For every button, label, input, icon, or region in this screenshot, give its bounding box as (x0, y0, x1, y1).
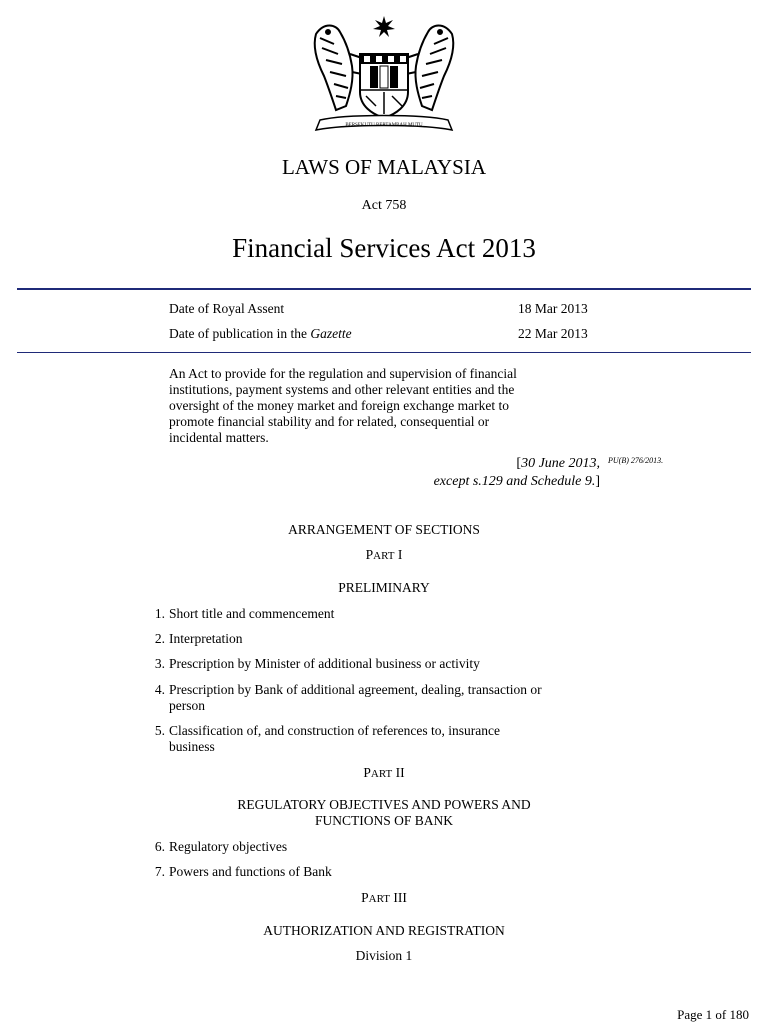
preamble-line: An Act to provide for the regulation and supervision of financial (169, 366, 517, 381)
preamble-line: promote financial stability and for related, consequential or (169, 414, 490, 429)
part-heading: PART II (363, 765, 405, 780)
section-number: 4. (154, 682, 165, 697)
part-title: AUTHORIZATION AND REGISTRATION (263, 923, 505, 938)
left-tiger-icon (315, 26, 362, 111)
part-heading: PART III (361, 890, 407, 905)
malaysia-coat-of-arms-icon (306, 14, 462, 138)
laws-title: LAWS OF MALAYSIA (281, 155, 487, 179)
division-heading: Division 1 (355, 948, 413, 963)
section-title: Powers and functions of Bank (169, 864, 332, 879)
right-tiger-icon (406, 26, 453, 111)
section-number: 5. (154, 723, 165, 738)
section-number: 3. (154, 656, 165, 671)
crest-motto: BERSEKUTU BERTAMBAH MUTU (345, 123, 423, 128)
preamble-line: incidental matters. (169, 430, 269, 445)
royal-assent-label: Date of Royal Assent (169, 301, 285, 316)
arrangement-heading: ARRANGEMENT OF SECTIONS (288, 522, 480, 537)
motto-scroll (316, 116, 452, 131)
act-number: Act 758 (361, 198, 407, 213)
section-title: Prescription by Bank of additional agreement, dealing, transaction or person (169, 682, 542, 713)
publication-date: 22 Mar 2013 (518, 326, 588, 341)
page-number: Page 1 of 180 (677, 1007, 749, 1022)
part-heading: PART I (365, 547, 403, 562)
section-title: Classification of, and construction of references to, insurance business (169, 723, 501, 754)
preamble-line: institutions, payment systems and other relevant entities and the (169, 382, 515, 397)
royal-assent-date: 18 Mar 2013 (518, 301, 588, 316)
shield-icon (360, 54, 408, 118)
top-divider (17, 288, 751, 290)
preamble-line: oversight of the money market and foreign exchange market to (169, 398, 510, 413)
part-title: REGULATORY OBJECTIVES AND POWERS AND FUNCTIONS OF BANK (237, 797, 531, 828)
preamble (169, 366, 609, 446)
section-title: Regulatory objectives (169, 839, 288, 854)
commencement-note: [30 June 2013, except s.129 and Schedule 9.] (433, 456, 600, 489)
section-number: 7. (154, 864, 165, 879)
section-title: Prescription by Minister of additional business or activity (169, 656, 480, 671)
margin-note: PU(B) 276/2013. (608, 456, 664, 465)
act-name: Financial Services Act 2013 (232, 233, 536, 263)
part-title: PRELIMINARY (338, 580, 430, 595)
section-number: 2. (154, 631, 165, 646)
section-number: 6. (154, 839, 165, 854)
crescent-star-icon (368, 16, 400, 52)
section-title: Interpretation (169, 631, 243, 646)
bottom-divider (17, 352, 751, 353)
section-number: 1. (154, 606, 165, 621)
section-title: Short title and commencement (169, 606, 335, 621)
publication-label: Date of publication in the Gazette (169, 326, 352, 341)
